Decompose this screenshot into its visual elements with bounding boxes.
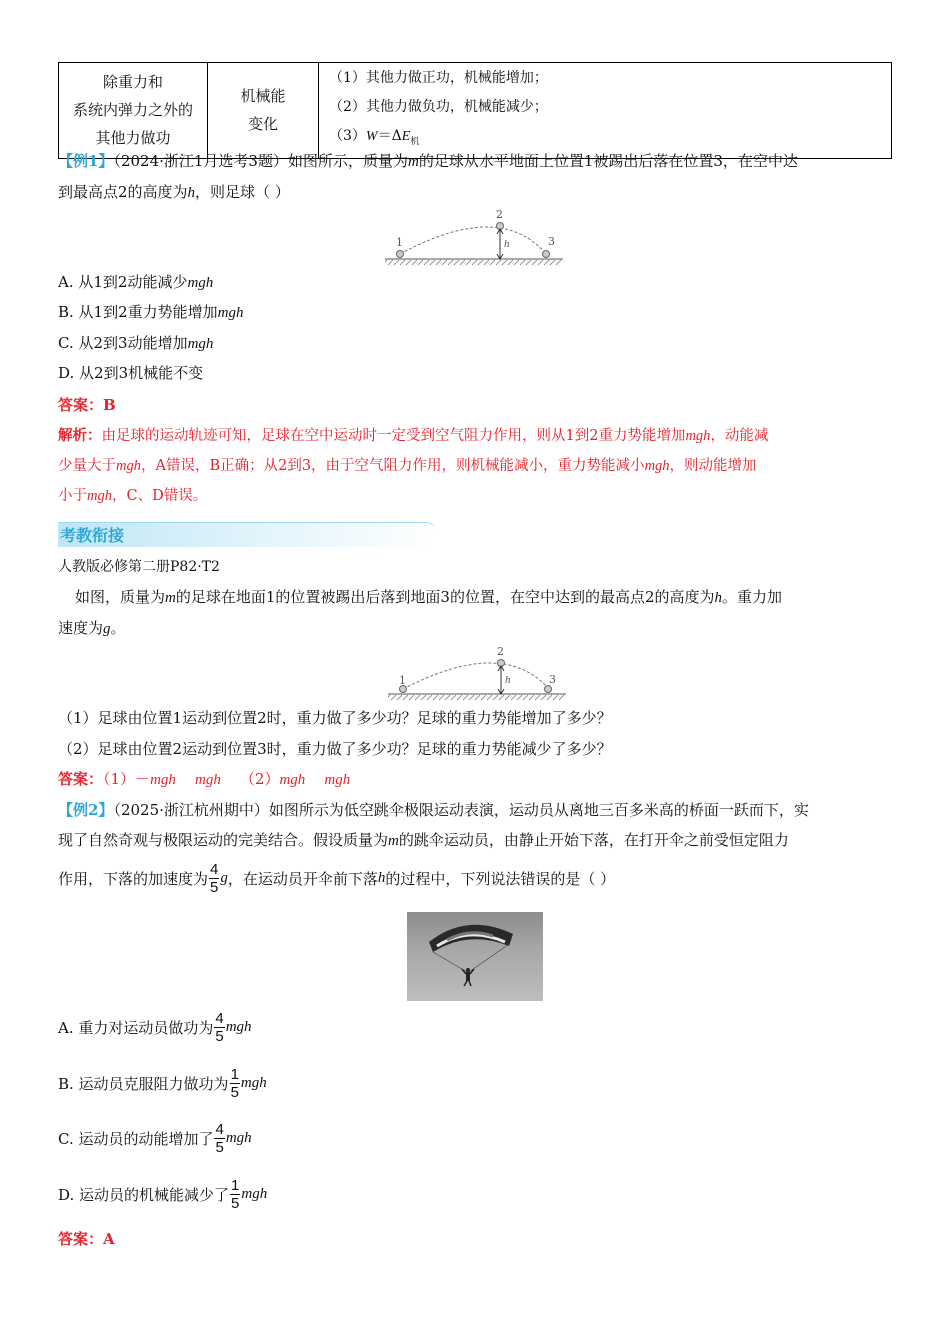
energy-table (58, 62, 892, 159)
label-2: 2 (497, 645, 504, 658)
fraction (214, 1010, 224, 1045)
table-cell-relation (319, 63, 892, 159)
var-w: W (365, 129, 378, 144)
denominator: 5 (215, 1138, 224, 1156)
numerator: 1 (231, 1176, 240, 1194)
section-answer (58, 768, 350, 789)
option-text: C. 运动员的动能增加了 (58, 1129, 214, 1148)
text: ，A错误，B正确；从2到3，由于空气阻力作用，则机械能减小，重力势能减小 (140, 458, 645, 474)
fraction-4-5 (209, 861, 219, 896)
text: （1）－ (103, 770, 151, 788)
table-cell-line: 机械能 (240, 87, 286, 106)
denominator: 5 (210, 878, 219, 896)
ex1-analysis-line3 (58, 484, 207, 505)
section-header (58, 520, 438, 548)
analysis-label: 解析： (58, 427, 102, 444)
trajectory-path (403, 663, 549, 689)
ball-position-1 (397, 251, 404, 258)
var-mgh: mgh (324, 772, 351, 788)
table-cell-line: 除重力和 (102, 73, 163, 92)
option-text: C. 从2到3动能增加 (58, 334, 188, 352)
ex1-answer: 答案：B (58, 396, 116, 414)
table-cell-line: 变化 (247, 115, 278, 134)
table-cell-line: （2）其他力做负功，机械能减少； (329, 99, 548, 115)
option-text: A. 重力对运动员做功为 (58, 1018, 214, 1037)
ex2-option-b (58, 1062, 267, 1104)
numerator: 4 (215, 1009, 224, 1027)
var-mgh: mgh (240, 1074, 267, 1091)
label-3: 3 (549, 673, 556, 686)
section-para-line1 (75, 586, 782, 607)
text: 到最高点2的高度为 (58, 183, 188, 201)
var-h: h (714, 590, 722, 606)
text: （2025·浙江杭州期中）如图所示为低空跳伞极限运动表演，运动员从离地三百多米高的桥面一跃而下，实 (113, 801, 809, 819)
ex1-option-d (58, 362, 203, 383)
denominator: 5 (231, 1194, 240, 1212)
text: 。 (110, 619, 126, 637)
table-cell-line: （1）其他力做正功，机械能增加； (329, 70, 548, 86)
ex2-line1 (58, 799, 809, 820)
option-text: D. 运动员的机械能减少了 (58, 1185, 230, 1204)
ex2-line3 (58, 858, 615, 898)
ex2-line2 (58, 829, 789, 850)
ex1-analysis-line1 (58, 424, 768, 445)
text: 现了自然奇观与极限运动的完美结合。假设质量为 (58, 831, 389, 849)
var-g: g (103, 621, 111, 637)
var-m: m (165, 590, 176, 606)
ball-position-3 (545, 686, 552, 693)
ground-hatch (388, 695, 564, 700)
text: 少量大于 (58, 458, 116, 474)
denominator: 5 (215, 1027, 224, 1045)
table-cell-energy (208, 63, 319, 159)
ex1-analysis-line2 (58, 454, 757, 475)
trajectory-figure-1 (385, 205, 565, 267)
text: 的跳伞运动员，由静止开始下落，在打开伞之前受恒定阻力 (398, 831, 789, 849)
parachute-photo (407, 912, 543, 1001)
fraction (230, 1177, 240, 1212)
ex2-option-c (58, 1117, 252, 1159)
text: 速度为 (58, 619, 104, 637)
text: （2） (239, 770, 280, 788)
skydiver (462, 968, 474, 986)
numerator: 4 (210, 860, 219, 878)
ex1-label: 【例1】 (58, 152, 114, 170)
text: 的足球在地面1的位置被踢出后落到地面3的位置，在空中达到的最高点2的高度为 (175, 588, 715, 606)
text: 小于 (58, 488, 87, 504)
var-mgh: mgh (150, 772, 176, 788)
var-mgh: mgh (241, 1185, 268, 1202)
subscript: 机 (410, 136, 420, 147)
section-question-1: （1）足球由位置1运动到位置2时，重力做了多少功？足球的重力势能增加了多少？ (58, 709, 612, 727)
table-cell-line: 系统内弹力之外的 (72, 101, 193, 120)
option-var: mgh (187, 275, 214, 291)
ex1-option-b (58, 301, 244, 322)
table-cell-force (59, 63, 208, 159)
ex2-option-d (58, 1173, 267, 1215)
label-1: 1 (399, 674, 406, 687)
label-3: 3 (548, 235, 555, 248)
option-text: D. 从2到3机械能不变 (58, 364, 204, 382)
section-source: 人教版必修第二册P82·T2 (58, 559, 220, 575)
ground-hatch (385, 260, 561, 265)
text: （2024·浙江1月选考3题）如图所示，质量为 (113, 152, 408, 170)
var-m: m (388, 833, 399, 849)
fraction (230, 1066, 240, 1101)
label-h: h (504, 238, 510, 250)
ex1-line1 (58, 150, 798, 171)
parachute-lines (433, 944, 509, 972)
var-mgh: mgh (279, 772, 306, 788)
var-mgh: mgh (194, 772, 221, 788)
ball-position-3 (543, 251, 550, 258)
text: ，动能减 (710, 428, 769, 444)
section-question-2: （2）足球由位置2运动到位置3时，重力做了多少功？足球的重力势能减少了多少？ (58, 740, 612, 758)
parachute-canopy (429, 925, 513, 952)
trajectory-path (400, 227, 546, 254)
trajectory-figure-2 (388, 643, 568, 705)
option-text: B. 从1到2重力势能增加 (58, 303, 218, 321)
text: （3） (329, 128, 366, 144)
var-e: E (401, 129, 411, 144)
var-h: h (377, 869, 386, 886)
var-g: g (220, 869, 228, 886)
text: 。重力加 (722, 588, 783, 606)
option-var: mgh (217, 305, 244, 321)
ex1-line2 (58, 181, 290, 202)
answer-label: 答案： (58, 770, 104, 788)
numerator: 4 (215, 1120, 224, 1138)
option-text: B. 运动员克服阻力做功为 (58, 1074, 229, 1093)
text: 由足球的运动轨迹可知，足球在空中运动时一定受到空气阻力作用，则从1到2重力势能增加 (101, 428, 686, 444)
var-mgh: mgh (225, 1018, 252, 1035)
section-title: 考教衔接 (60, 526, 125, 545)
ex1-option-c (58, 332, 213, 353)
var-h: h (187, 185, 196, 201)
text: 的过程中，下列说法错误的是（ ） (385, 869, 616, 888)
var-mgh: mgh (644, 458, 670, 474)
var-m: m (407, 154, 419, 170)
option-var: mgh (187, 336, 214, 352)
text: ，则足球（ ） (195, 183, 290, 201)
var-mgh: mgh (685, 428, 711, 444)
section-para-line2 (58, 617, 126, 638)
option-text: A. 从1到2动能减少 (58, 273, 188, 291)
parachute-illustration (407, 912, 543, 1001)
ex2-label: 【例2】 (58, 801, 114, 819)
label-1: 1 (396, 236, 403, 249)
var-mgh: mgh (225, 1129, 252, 1146)
label-2: 2 (496, 208, 503, 221)
ex2-option-a (58, 1006, 252, 1048)
text: ，则动能增加 (669, 458, 757, 474)
var-mgh: mgh (87, 488, 112, 504)
var-mgh: mgh (116, 458, 141, 474)
text: 如图，质量为 (75, 588, 166, 606)
text: ＝Δ (377, 128, 402, 144)
numerator: 1 (230, 1065, 239, 1083)
table-cell-line: 其他力做功 (95, 129, 171, 148)
ex1-option-a (58, 271, 213, 292)
denominator: 5 (230, 1083, 239, 1101)
text: 作用，下落的加速度为 (58, 869, 209, 888)
text: 的足球从水平地面上位置1被踢出后落在位置3，在空中达 (418, 152, 798, 170)
label-h: h (505, 674, 511, 686)
text: ，在运动员开伞前下落 (227, 869, 378, 888)
text: ，C、D错误。 (111, 488, 208, 504)
fraction (214, 1121, 224, 1156)
ex2-answer: 答案：A (58, 1230, 115, 1248)
